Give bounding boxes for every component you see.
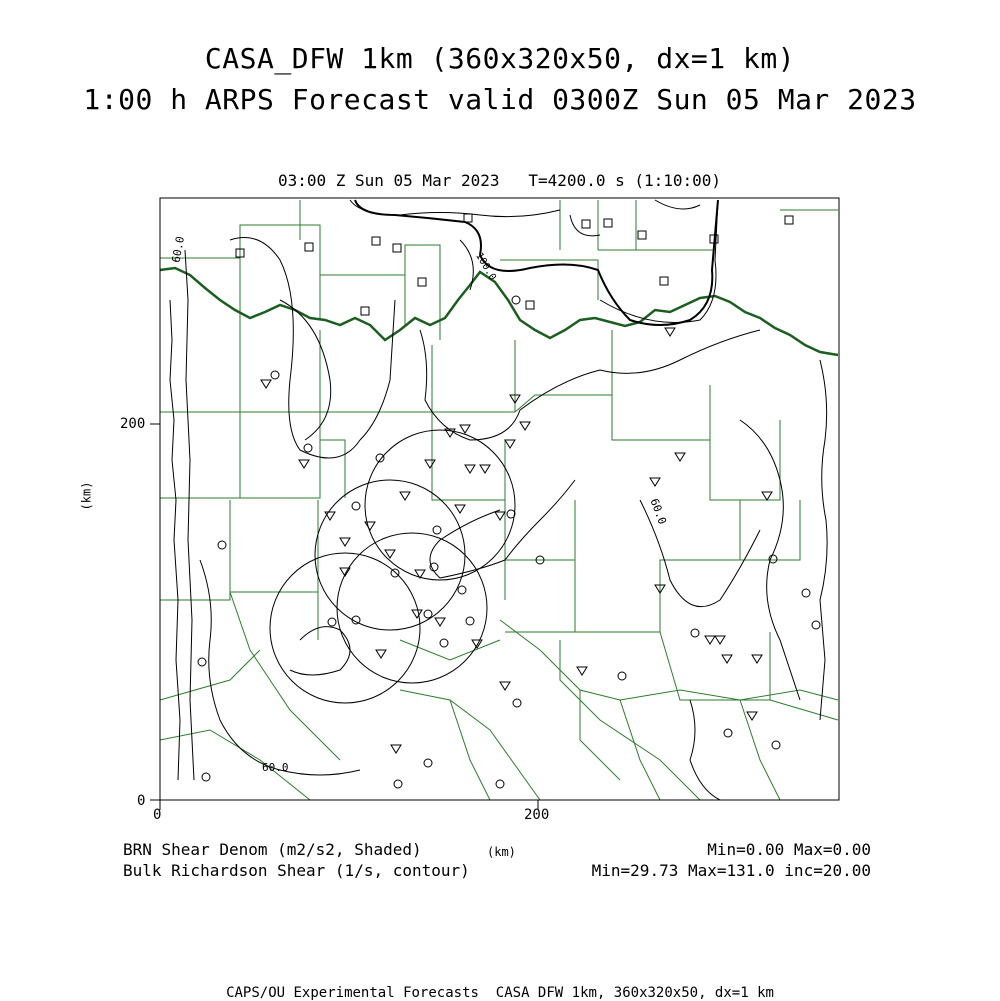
axis-ticks: [150, 424, 538, 810]
high-contour: [355, 200, 718, 325]
contour-label: 60.0: [647, 496, 669, 527]
figure-title: CASA_DFW 1km (360x320x50, dx=1 km): [204, 42, 796, 75]
x-tick-0: 0: [153, 807, 162, 823]
y-tick-200: 200: [120, 416, 146, 432]
radar-range-rings: [270, 430, 515, 703]
shaded-field-label: BRN Shear Denom (m2/s2, Shaded): [123, 840, 422, 859]
contour-field-label: Bulk Richardson Shear (1/s, contour): [123, 861, 470, 880]
contour-label: 60.0: [262, 761, 289, 774]
x-axis-label: (km): [487, 845, 516, 859]
footer-credit: CAPS/OU Experimental Forecasts CASA DFW 1km, 360x320x50, dx=1 km: [226, 985, 774, 1001]
shaded-stats: Min=0.00 Max=0.00: [707, 840, 871, 859]
x-tick-200: 200: [524, 807, 550, 823]
y-axis-label: (km): [79, 481, 94, 511]
contour-label: 60.0: [169, 235, 187, 264]
state-boundary: [160, 268, 838, 355]
county-boundaries: [160, 200, 838, 800]
y-tick-0: 0: [137, 793, 146, 809]
figure-subtitle: 1:00 h ARPS Forecast valid 0300Z Sun 05 Mar 2023: [83, 83, 917, 116]
contour-stats: Min=29.73 Max=131.0 inc=20.00: [591, 861, 871, 880]
station-triangles: [261, 328, 772, 753]
valid-time-label: 03:00 Z Sun 05 Mar 2023 T=4200.0 s (1:10:00): [277, 171, 722, 190]
contour-label: 100.0: [473, 250, 498, 283]
